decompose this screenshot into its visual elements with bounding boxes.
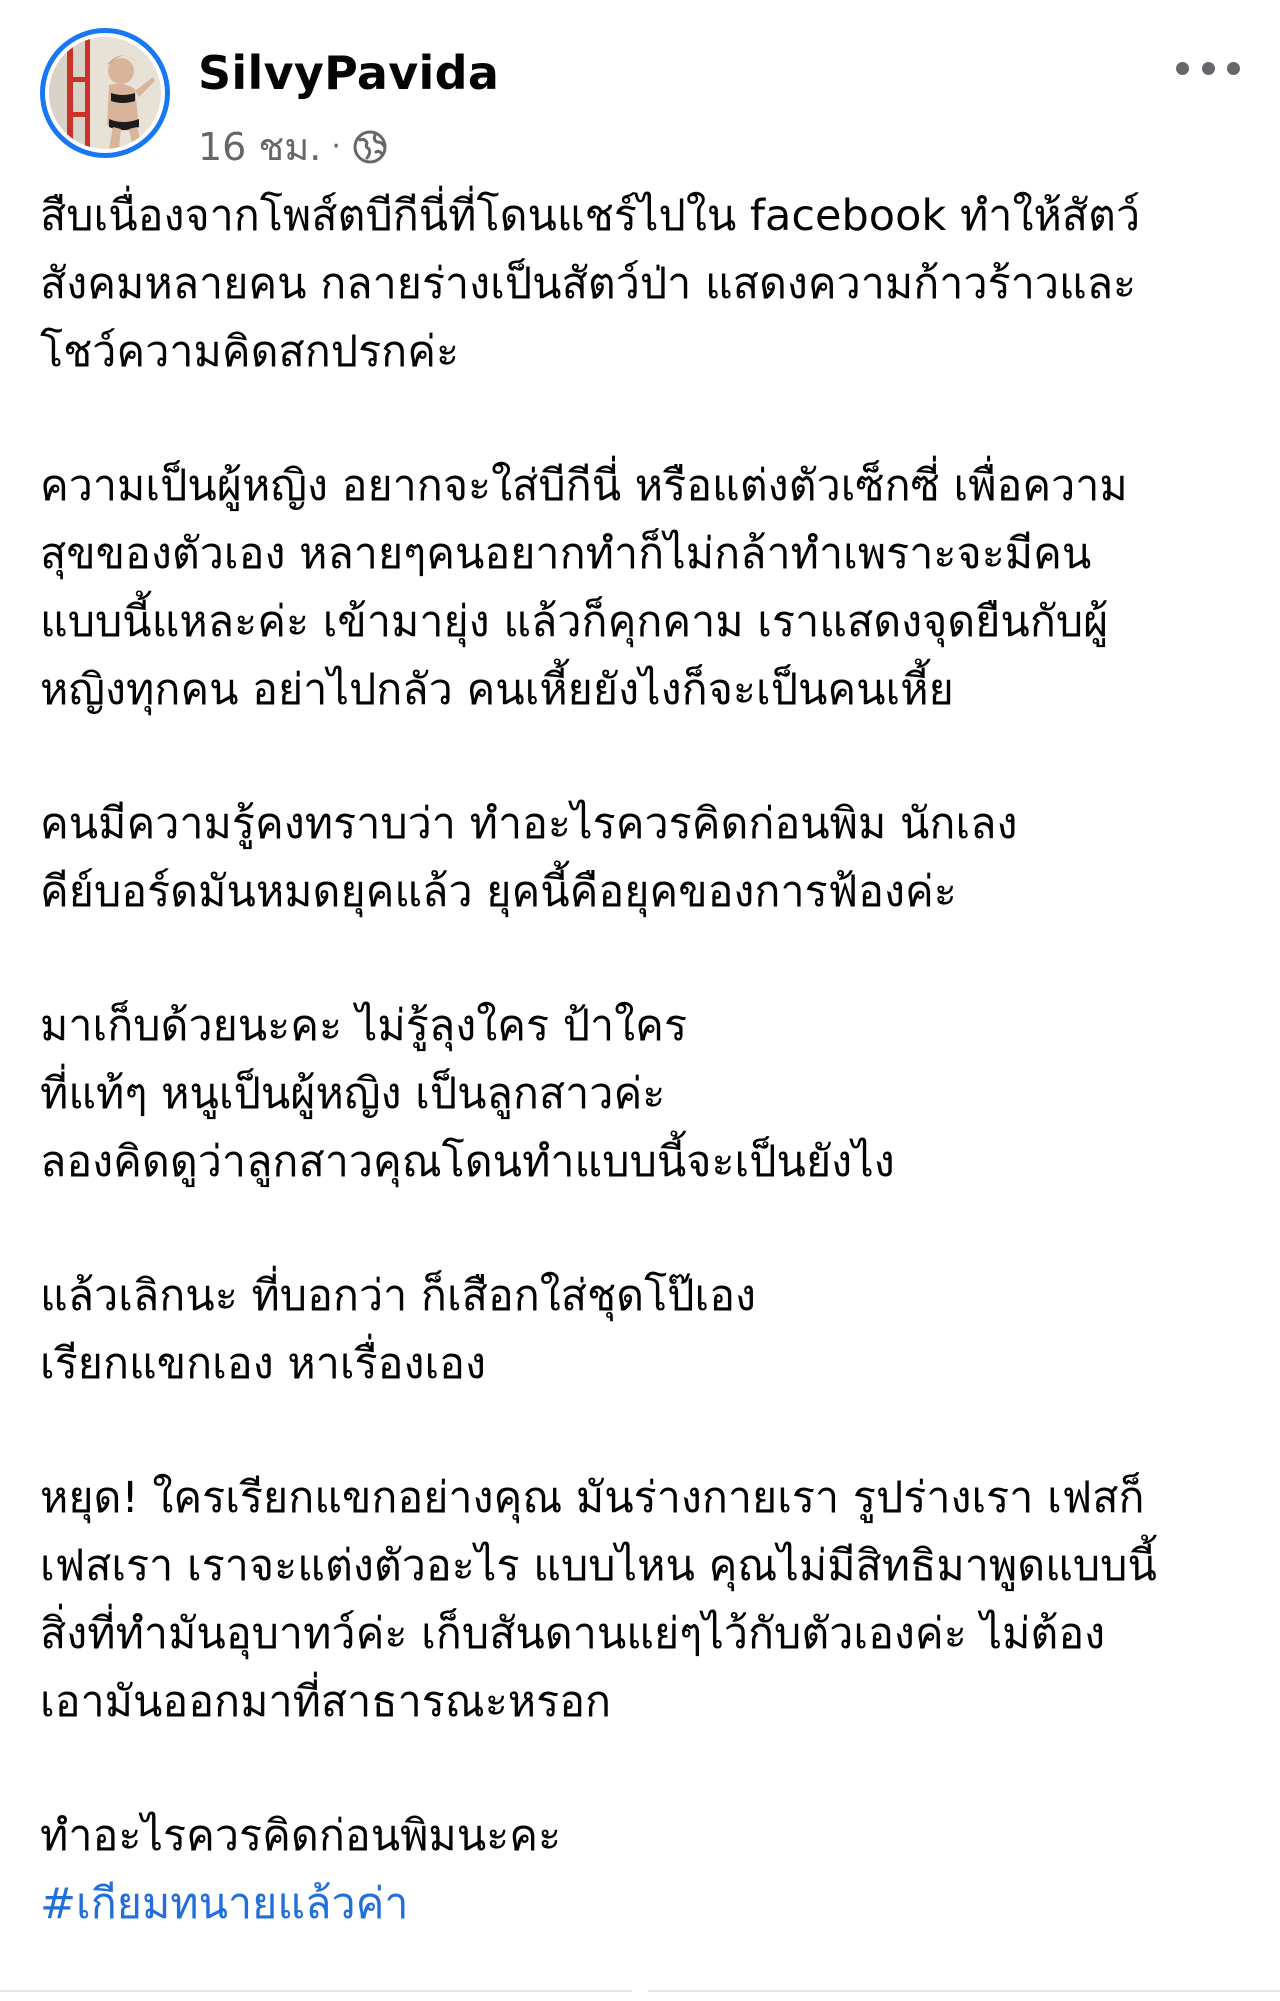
post-text-line: สิ่งที่ทำมันอุบาทว์ค่ะ เก็บสันดานแย่ๆไว้กับตัวเองค่ะ ไม่ต้อง — [40, 1609, 1106, 1659]
post-text-line: เฟสเรา เราจะแต่งตัวอะไร แบบไหน คุณไม่มีสิทธิมาพูดแบบนี้ — [40, 1541, 1157, 1591]
post-meta — [198, 116, 389, 177]
post-text-line: สังคมหลายคน กลายร่างเป็นสัตว์ป่า แสดงความก้าวร้าวและ — [40, 259, 1137, 309]
bottom-divider — [0, 1990, 1280, 2001]
globe-icon[interactable] — [351, 128, 389, 166]
post-text-line: หยุด! ใครเรียกแขกอย่างคุณ มันร่างกายเรา รูปร่างเรา เฟสก็ — [40, 1473, 1145, 1523]
more-dot — [1176, 62, 1189, 75]
post-text-line: ความเป็นผู้หญิง อยากจะใส่บีกีนี่ หรือแต่งตัวเซ็กซี่ เพื่อความ — [40, 461, 1128, 511]
post-paragraph — [40, 452, 1250, 724]
post-text-line: หญิงทุกคน อย่าไปกลัว คนเหี้ยยังไงก็จะเป็นคนเหี้ย — [40, 665, 954, 715]
post-text-line: ทำอะไรควรคิดก่อนพิมนะคะ — [40, 1811, 562, 1861]
meta-separator: · — [331, 129, 341, 164]
post-paragraph — [40, 790, 1250, 926]
post-header — [40, 28, 1240, 178]
post-text-line: ลองคิดดูว่าลูกสาวคุณโดนทำแบบนี้จะเป็นยังไง — [40, 1137, 895, 1187]
post-paragraph — [40, 182, 1250, 386]
post-text-line: แบบนี้แหละค่ะ เข้ามายุ่ง แล้วก็คุกคาม เราแสดงจุดยืนกับผู้ — [40, 597, 1109, 647]
divider-segment — [0, 1990, 632, 2001]
post-paragraph — [40, 992, 1250, 1196]
post-text-line: โชว์ความคิดสกปรกค่ะ — [40, 327, 460, 377]
more-options-icon[interactable] — [1176, 48, 1240, 88]
author-name[interactable]: SilvyPavida — [198, 46, 500, 100]
hashtag-link[interactable]: #เกียมทนายแล้วค่า — [40, 1879, 409, 1929]
avatar-photo — [49, 37, 161, 149]
profile-avatar[interactable] — [40, 28, 170, 158]
post-text — [40, 182, 1250, 1938]
post-timestamp[interactable]: 16 ชม. — [198, 125, 322, 169]
post-text-line: เรียกแขกเอง หาเรื่องเอง — [40, 1339, 486, 1389]
divider-segment — [648, 1990, 1280, 2001]
post-text-line: คนมีความรู้คงทราบว่า ทำอะไรควรคิดก่อนพิม นักเลง — [40, 799, 1018, 849]
post-text-line: แล้วเลิกนะ ที่บอกว่า ก็เสือกใส่ชุดโป๊เอง — [40, 1271, 757, 1321]
post-text-line: คีย์บอร์ดมันหมดยุคแล้ว ยุคนี้คือยุคของการฟ้องค่ะ — [40, 867, 957, 917]
post-text-line: เอามันออกมาที่สาธารณะหรอก — [40, 1677, 612, 1727]
post-paragraph — [40, 1802, 1250, 1870]
avatar-image-icon — [49, 37, 161, 149]
post-text-line: สุขของตัวเอง หลายๆคนอยากทำก็ไม่กล้าทำเพราะจะมีคน — [40, 529, 1092, 579]
more-dot — [1202, 62, 1215, 75]
post-text-line: มาเก็บด้วยนะคะ ไม่รู้ลุงใคร ป้าใคร — [40, 1001, 688, 1051]
post-paragraph — [40, 1464, 1250, 1736]
post-paragraph — [40, 1262, 1250, 1398]
post-text-line: ที่แท้ๆ หนูเป็นผู้หญิง เป็นลูกสาวค่ะ — [40, 1069, 666, 1119]
more-dot — [1227, 62, 1240, 75]
post-text-line: สืบเนื่องจากโพส์ตบีกีนี่ที่โดนแชร์ไปใน facebook ทำให้สัตว์ — [40, 191, 1141, 241]
